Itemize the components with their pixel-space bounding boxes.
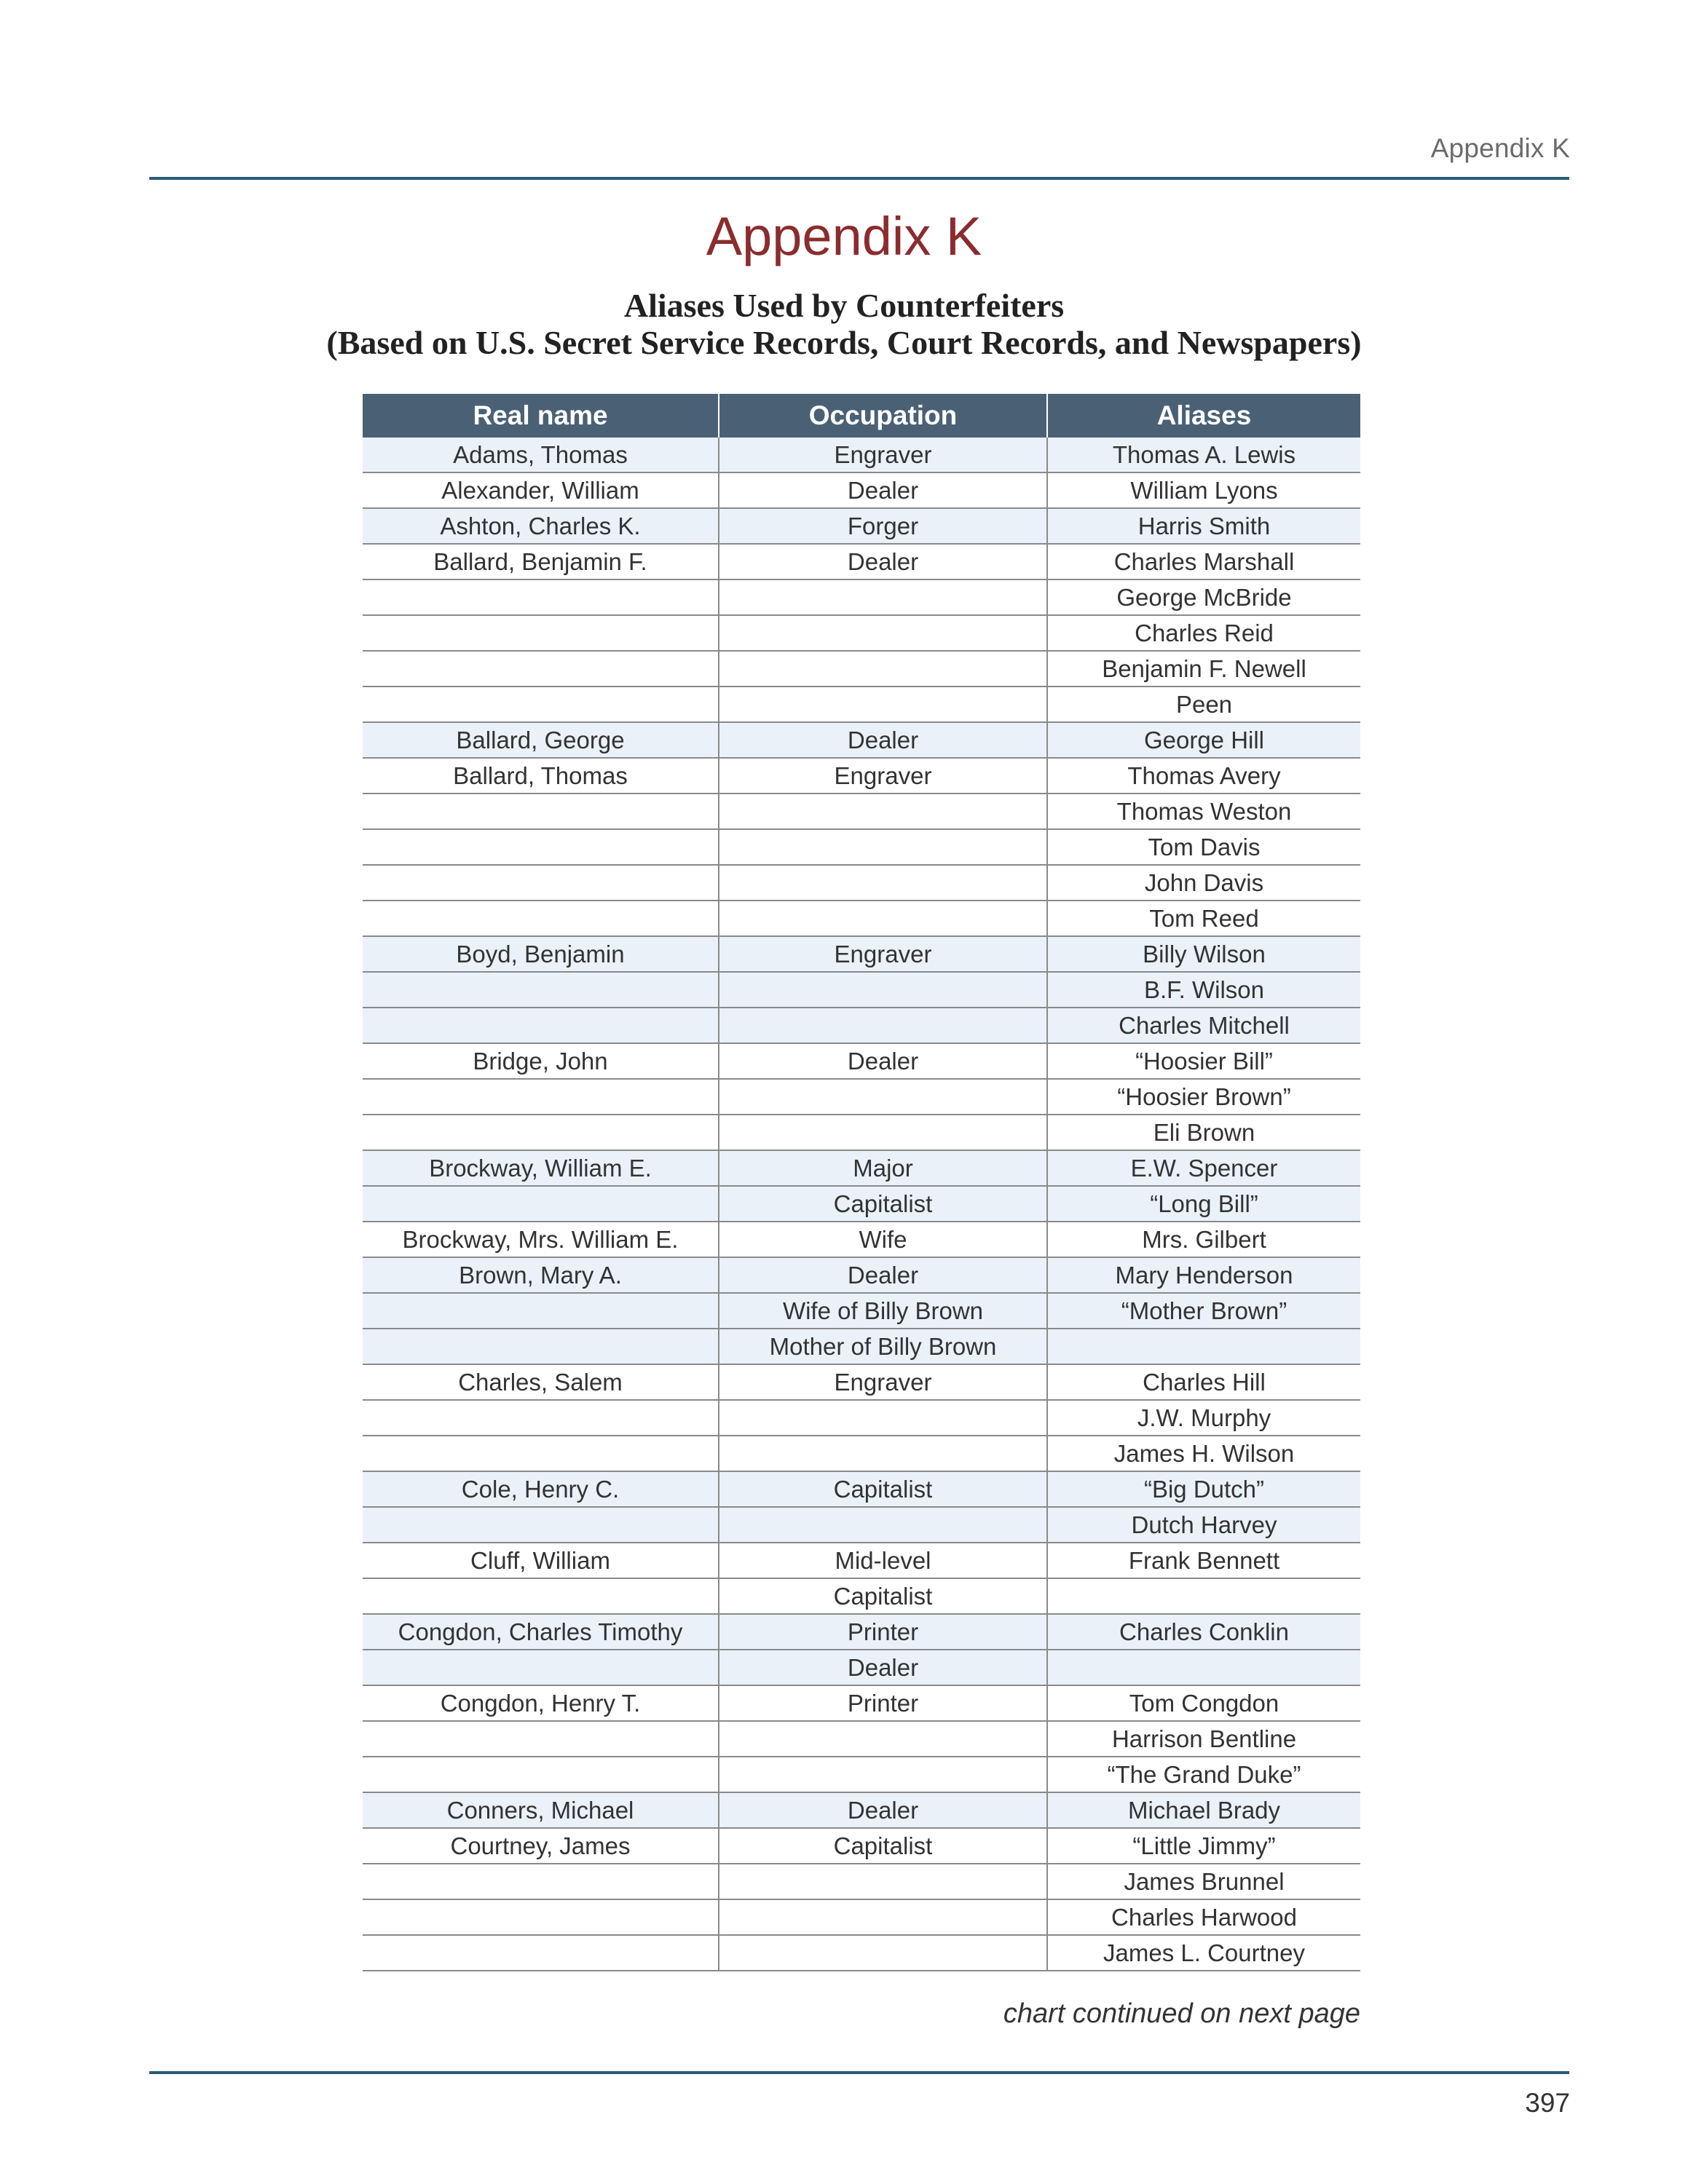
occupation-cell: Mother of Billy Brown (719, 1329, 1047, 1364)
alias-cell: George McBride (1047, 579, 1360, 615)
table-row (363, 758, 1360, 794)
real-name-cell (363, 1899, 719, 1935)
alias-cell: Billy Wilson (1047, 936, 1360, 972)
occupation-cell (719, 1436, 1047, 1471)
table-row (363, 1329, 1360, 1364)
real-name-cell: Ballard, Thomas (363, 758, 719, 794)
header-rule (149, 177, 1569, 180)
real-name-cell (363, 1008, 719, 1043)
alias-cell: “Long Bill” (1047, 1186, 1360, 1222)
alias-cell: J.W. Murphy (1047, 1400, 1360, 1436)
occupation-cell: Wife of Billy Brown (719, 1293, 1047, 1329)
occupation-cell: Dealer (719, 472, 1047, 508)
table-body (363, 438, 1360, 1971)
alias-cell: “Hoosier Brown” (1047, 1079, 1360, 1115)
alias-cell: “Hoosier Bill” (1047, 1043, 1360, 1079)
occupation-cell (719, 972, 1047, 1008)
table-row (363, 472, 1360, 508)
occupation-cell (719, 1935, 1047, 1971)
occupation-cell: Engraver (719, 1364, 1047, 1400)
alias-cell: James H. Wilson (1047, 1436, 1360, 1471)
occupation-cell: Capitalist (719, 1471, 1047, 1507)
real-name-cell (363, 1757, 719, 1792)
alias-cell: Thomas Avery (1047, 758, 1360, 794)
alias-cell: “The Grand Duke” (1047, 1757, 1360, 1792)
table-row (363, 901, 1360, 936)
alias-cell: Tom Congdon (1047, 1685, 1360, 1721)
table-row (363, 1150, 1360, 1186)
real-name-cell: Alexander, William (363, 472, 719, 508)
occupation-cell: Major (719, 1150, 1047, 1186)
alias-cell: Eli Brown (1047, 1115, 1360, 1150)
table-row (363, 972, 1360, 1008)
table-row (363, 865, 1360, 901)
real-name-cell (363, 972, 719, 1008)
alias-cell: E.W. Spencer (1047, 1150, 1360, 1186)
table-row (363, 1650, 1360, 1685)
table-row (363, 687, 1360, 722)
occupation-cell (719, 1008, 1047, 1043)
real-name-cell: Boyd, Benjamin (363, 936, 719, 972)
occupation-cell (719, 1079, 1047, 1115)
table-row (363, 1614, 1360, 1650)
real-name-cell (363, 1650, 719, 1685)
real-name-cell (363, 901, 719, 936)
real-name-cell (363, 1436, 719, 1471)
occupation-cell (719, 829, 1047, 865)
table-subtitle-line2: (Based on U.S. Secret Service Records, Court Records, and Newspapers) (326, 324, 1362, 361)
occupation-cell (719, 651, 1047, 687)
real-name-cell: Congdon, Charles Timothy (363, 1614, 719, 1650)
real-name-cell: Brown, Mary A. (363, 1257, 719, 1293)
table-row (363, 1899, 1360, 1935)
alias-cell: Dutch Harvey (1047, 1507, 1360, 1543)
alias-cell: Charles Hill (1047, 1364, 1360, 1400)
real-name-cell (363, 1721, 719, 1757)
occupation-cell (719, 794, 1047, 829)
alias-cell: Charles Mitchell (1047, 1008, 1360, 1043)
column-header-real-name: Real name (363, 394, 719, 438)
alias-cell: William Lyons (1047, 472, 1360, 508)
real-name-cell: Brockway, William E. (363, 1150, 719, 1186)
occupation-cell: Wife (719, 1222, 1047, 1257)
table-row (363, 1792, 1360, 1828)
occupation-cell: Engraver (719, 936, 1047, 972)
occupation-cell: Dealer (719, 1792, 1047, 1828)
real-name-cell (363, 794, 719, 829)
occupation-cell: Printer (719, 1614, 1047, 1650)
running-head: Appendix K (1430, 133, 1570, 163)
table-row (363, 1757, 1360, 1792)
page-title: Appendix K (706, 206, 982, 266)
alias-cell: Harris Smith (1047, 508, 1360, 544)
table-row (363, 508, 1360, 544)
real-name-cell: Congdon, Henry T. (363, 1685, 719, 1721)
table-row (363, 1222, 1360, 1257)
real-name-cell: Courtney, James (363, 1828, 719, 1864)
alias-cell: “Little Jimmy” (1047, 1828, 1360, 1864)
alias-cell: Peen (1047, 687, 1360, 722)
alias-cell: Benjamin F. Newell (1047, 651, 1360, 687)
alias-cell: Thomas Weston (1047, 794, 1360, 829)
table-row (363, 1471, 1360, 1507)
alias-cell: “Big Dutch” (1047, 1471, 1360, 1507)
real-name-cell (363, 1864, 719, 1899)
table-row (363, 1008, 1360, 1043)
occupation-cell (719, 1757, 1047, 1792)
real-name-cell: Conners, Michael (363, 1792, 719, 1828)
table-row (363, 1043, 1360, 1079)
alias-cell: Mrs. Gilbert (1047, 1222, 1360, 1257)
alias-cell: Frank Bennett (1047, 1543, 1360, 1578)
real-name-cell (363, 829, 719, 865)
occupation-cell (719, 1400, 1047, 1436)
table-row (363, 544, 1360, 579)
table-row (363, 1507, 1360, 1543)
table-row (363, 1436, 1360, 1471)
real-name-cell: Ballard, George (363, 722, 719, 758)
real-name-cell (363, 579, 719, 615)
alias-cell: John Davis (1047, 865, 1360, 901)
table-row (363, 1578, 1360, 1614)
alias-cell: Charles Reid (1047, 615, 1360, 651)
real-name-cell (363, 1578, 719, 1614)
table-row (363, 794, 1360, 829)
alias-cell: Michael Brady (1047, 1792, 1360, 1828)
continued-note: chart continued on next page (1003, 1998, 1360, 2029)
real-name-cell (363, 687, 719, 722)
table-row (363, 579, 1360, 615)
alias-cell: Charles Marshall (1047, 544, 1360, 579)
real-name-cell: Ashton, Charles K. (363, 508, 719, 544)
real-name-cell (363, 615, 719, 651)
alias-cell: James Brunnel (1047, 1864, 1360, 1899)
real-name-cell (363, 651, 719, 687)
table-row (363, 438, 1360, 472)
table-row (363, 1115, 1360, 1150)
table-subtitle-line1: Aliases Used by Counterfeiters (623, 287, 1065, 324)
alias-cell: Harrison Bentline (1047, 1721, 1360, 1757)
real-name-cell: Bridge, John (363, 1043, 719, 1079)
real-name-cell (363, 1329, 719, 1364)
alias-cell: “Mother Brown” (1047, 1293, 1360, 1329)
alias-cell: B.F. Wilson (1047, 972, 1360, 1008)
occupation-cell: Capitalist (719, 1186, 1047, 1222)
table-row (363, 1685, 1360, 1721)
real-name-cell: Cole, Henry C. (363, 1471, 719, 1507)
alias-cell: Tom Davis (1047, 829, 1360, 865)
occupation-cell: Forger (719, 508, 1047, 544)
real-name-cell: Ballard, Benjamin F. (363, 544, 719, 579)
table-row (363, 722, 1360, 758)
alias-cell (1047, 1329, 1360, 1364)
table-row (363, 829, 1360, 865)
real-name-cell (363, 1935, 719, 1971)
table-row (363, 1186, 1360, 1222)
table-row (363, 1400, 1360, 1436)
real-name-cell (363, 1079, 719, 1115)
table-row (363, 1364, 1360, 1400)
table-row (363, 1935, 1360, 1971)
occupation-cell (719, 579, 1047, 615)
table-row (363, 1543, 1360, 1578)
table-row (363, 1721, 1360, 1757)
alias-cell: James L. Courtney (1047, 1935, 1360, 1971)
table-row (363, 1828, 1360, 1864)
table-row (363, 1257, 1360, 1293)
alias-cell: Mary Henderson (1047, 1257, 1360, 1293)
real-name-cell (363, 1186, 719, 1222)
real-name-cell (363, 1507, 719, 1543)
table-header-row (363, 394, 1360, 438)
column-header-aliases: Aliases (1047, 394, 1360, 438)
occupation-cell (719, 1115, 1047, 1150)
occupation-cell (719, 687, 1047, 722)
real-name-cell (363, 1400, 719, 1436)
occupation-cell (719, 1721, 1047, 1757)
occupation-cell: Capitalist (719, 1828, 1047, 1864)
alias-cell: George Hill (1047, 722, 1360, 758)
occupation-cell: Engraver (719, 758, 1047, 794)
real-name-cell (363, 1115, 719, 1150)
occupation-cell (719, 865, 1047, 901)
aliases-table (363, 394, 1360, 1971)
table-row (363, 936, 1360, 972)
occupation-cell: Mid-level (719, 1543, 1047, 1578)
table-row (363, 1079, 1360, 1115)
page-number: 397 (1525, 2088, 1570, 2118)
alias-cell: Charles Harwood (1047, 1899, 1360, 1935)
table-row (363, 1864, 1360, 1899)
real-name-cell: Cluff, William (363, 1543, 719, 1578)
occupation-cell (719, 1864, 1047, 1899)
alias-cell (1047, 1578, 1360, 1614)
occupation-cell: Dealer (719, 1043, 1047, 1079)
occupation-cell: Printer (719, 1685, 1047, 1721)
table-row (363, 1293, 1360, 1329)
alias-cell: Tom Reed (1047, 901, 1360, 936)
column-header-occupation: Occupation (719, 394, 1047, 438)
occupation-cell (719, 901, 1047, 936)
occupation-cell (719, 1507, 1047, 1543)
alias-cell: Thomas A. Lewis (1047, 438, 1360, 472)
occupation-cell: Dealer (719, 722, 1047, 758)
alias-cell: Charles Conklin (1047, 1614, 1360, 1650)
occupation-cell: Dealer (719, 544, 1047, 579)
real-name-cell: Charles, Salem (363, 1364, 719, 1400)
alias-cell (1047, 1650, 1360, 1685)
real-name-cell: Brockway, Mrs. William E. (363, 1222, 719, 1257)
table-row (363, 651, 1360, 687)
occupation-cell (719, 1899, 1047, 1935)
occupation-cell: Capitalist (719, 1578, 1047, 1614)
real-name-cell (363, 865, 719, 901)
table-row (363, 615, 1360, 651)
occupation-cell (719, 615, 1047, 651)
real-name-cell (363, 1293, 719, 1329)
occupation-cell: Engraver (719, 438, 1047, 472)
real-name-cell: Adams, Thomas (363, 438, 719, 472)
occupation-cell: Dealer (719, 1257, 1047, 1293)
footer-rule (149, 2071, 1569, 2074)
occupation-cell: Dealer (719, 1650, 1047, 1685)
